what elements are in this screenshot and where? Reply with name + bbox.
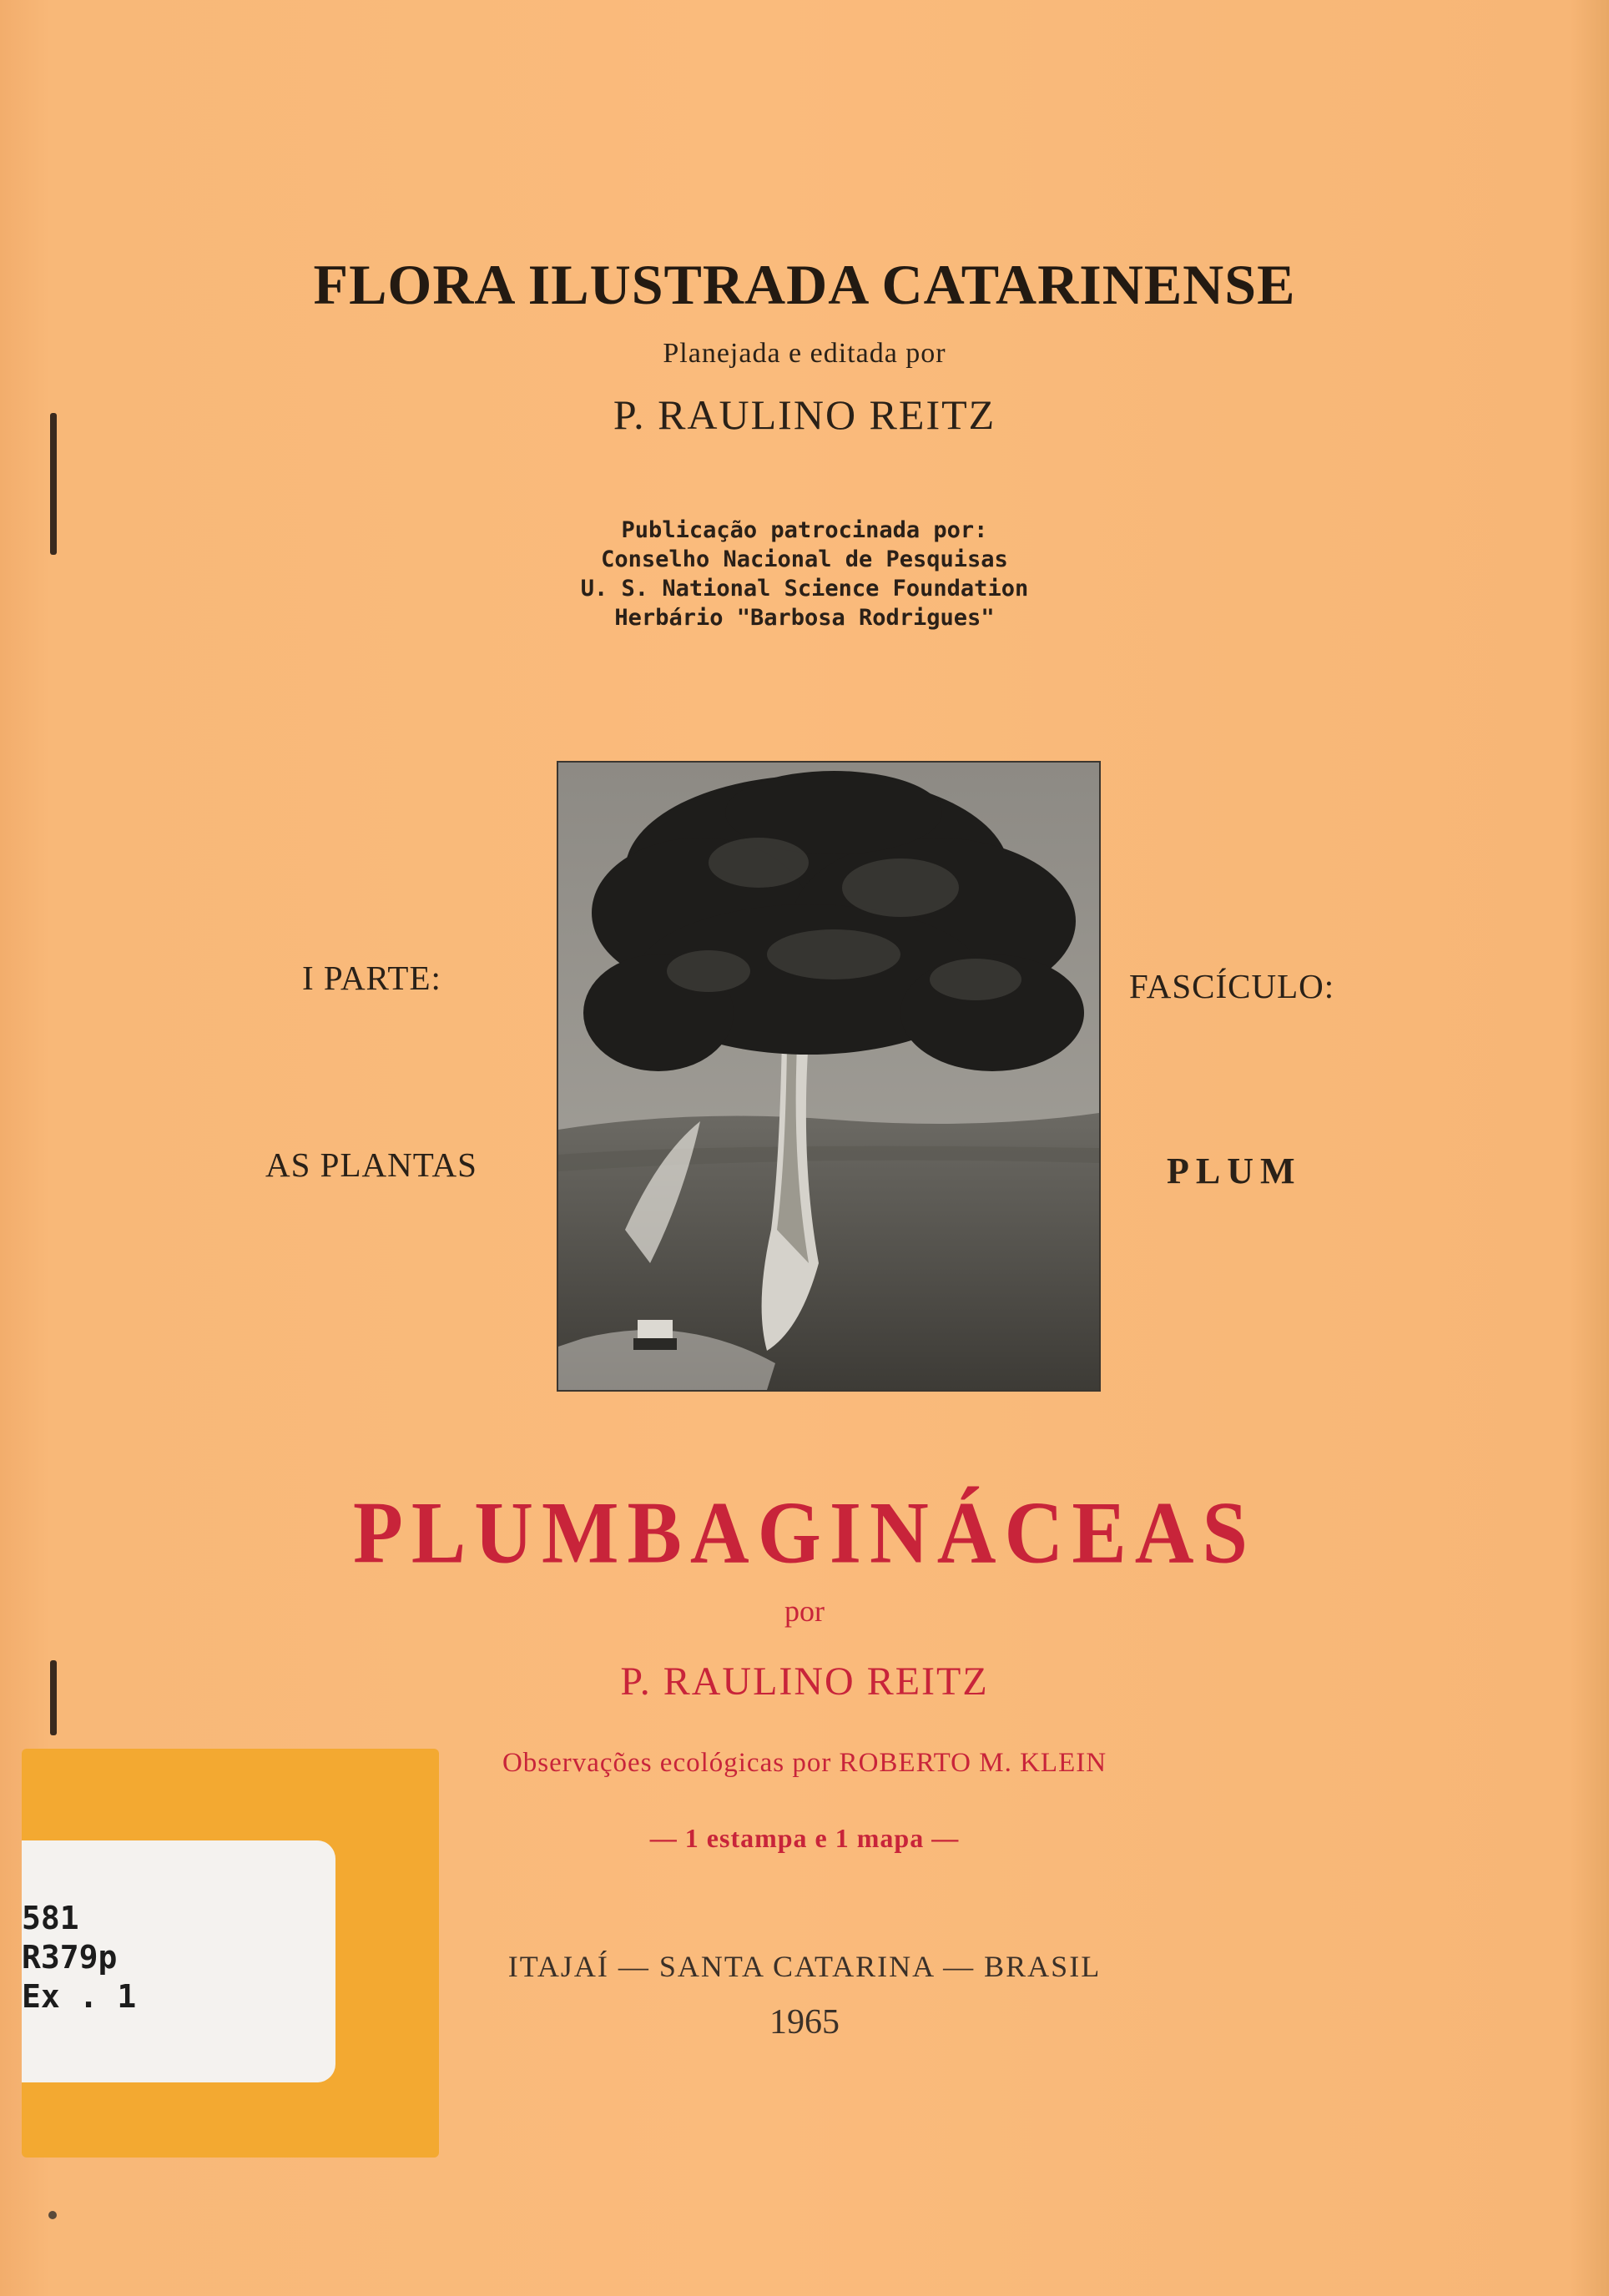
fascicle-label: FASCÍCULO: [1129, 967, 1335, 1005]
tree-photo [557, 761, 1101, 1392]
call-number-label [22, 1840, 335, 2082]
publication-year: 1965 [769, 2003, 840, 2042]
edited-by-line: Planejada e editada por [663, 338, 946, 369]
paper-speck [48, 2211, 57, 2219]
sponsor-item: Conselho Nacional de Pesquisas [601, 546, 1008, 572]
sponsor-item: Herbário "Barbosa Rodrigues" [614, 605, 995, 631]
sponsor-item: U. S. National Science Foundation [580, 576, 1029, 602]
series-title: FLORA ILUSTRADA CATARINENSE [313, 253, 1296, 316]
tree-landscape-icon [558, 763, 1099, 1390]
plates-note: — 1 estampa e 1 mapa — [649, 1823, 960, 1853]
ecology-note: Observações ecológicas por ROBERTO M. KLEIN [502, 1748, 1107, 1778]
sponsors-block [0, 516, 1609, 632]
fascicle-value: PLUM [1167, 1151, 1302, 1191]
part-value: AS PLANTAS [265, 1145, 477, 1184]
work-title: PLUMBAGINÁCEAS [353, 1484, 1256, 1583]
author-name: P. RAULINO REITZ [620, 1659, 989, 1704]
part-label: I PARTE: [302, 959, 441, 997]
editor-name: P. RAULINO REITZ [613, 391, 996, 438]
by-line: por [784, 1594, 825, 1628]
publication-place: ITAJAÍ — SANTA CATARINA — BRASIL [507, 1950, 1102, 1983]
call-number-cutter: R379p [22, 1939, 118, 1976]
call-number-class: 581 [22, 1900, 79, 1936]
sponsors-heading: Publicação patrocinada por: [621, 517, 988, 543]
call-number-copy: Ex . 1 [22, 1978, 137, 2015]
